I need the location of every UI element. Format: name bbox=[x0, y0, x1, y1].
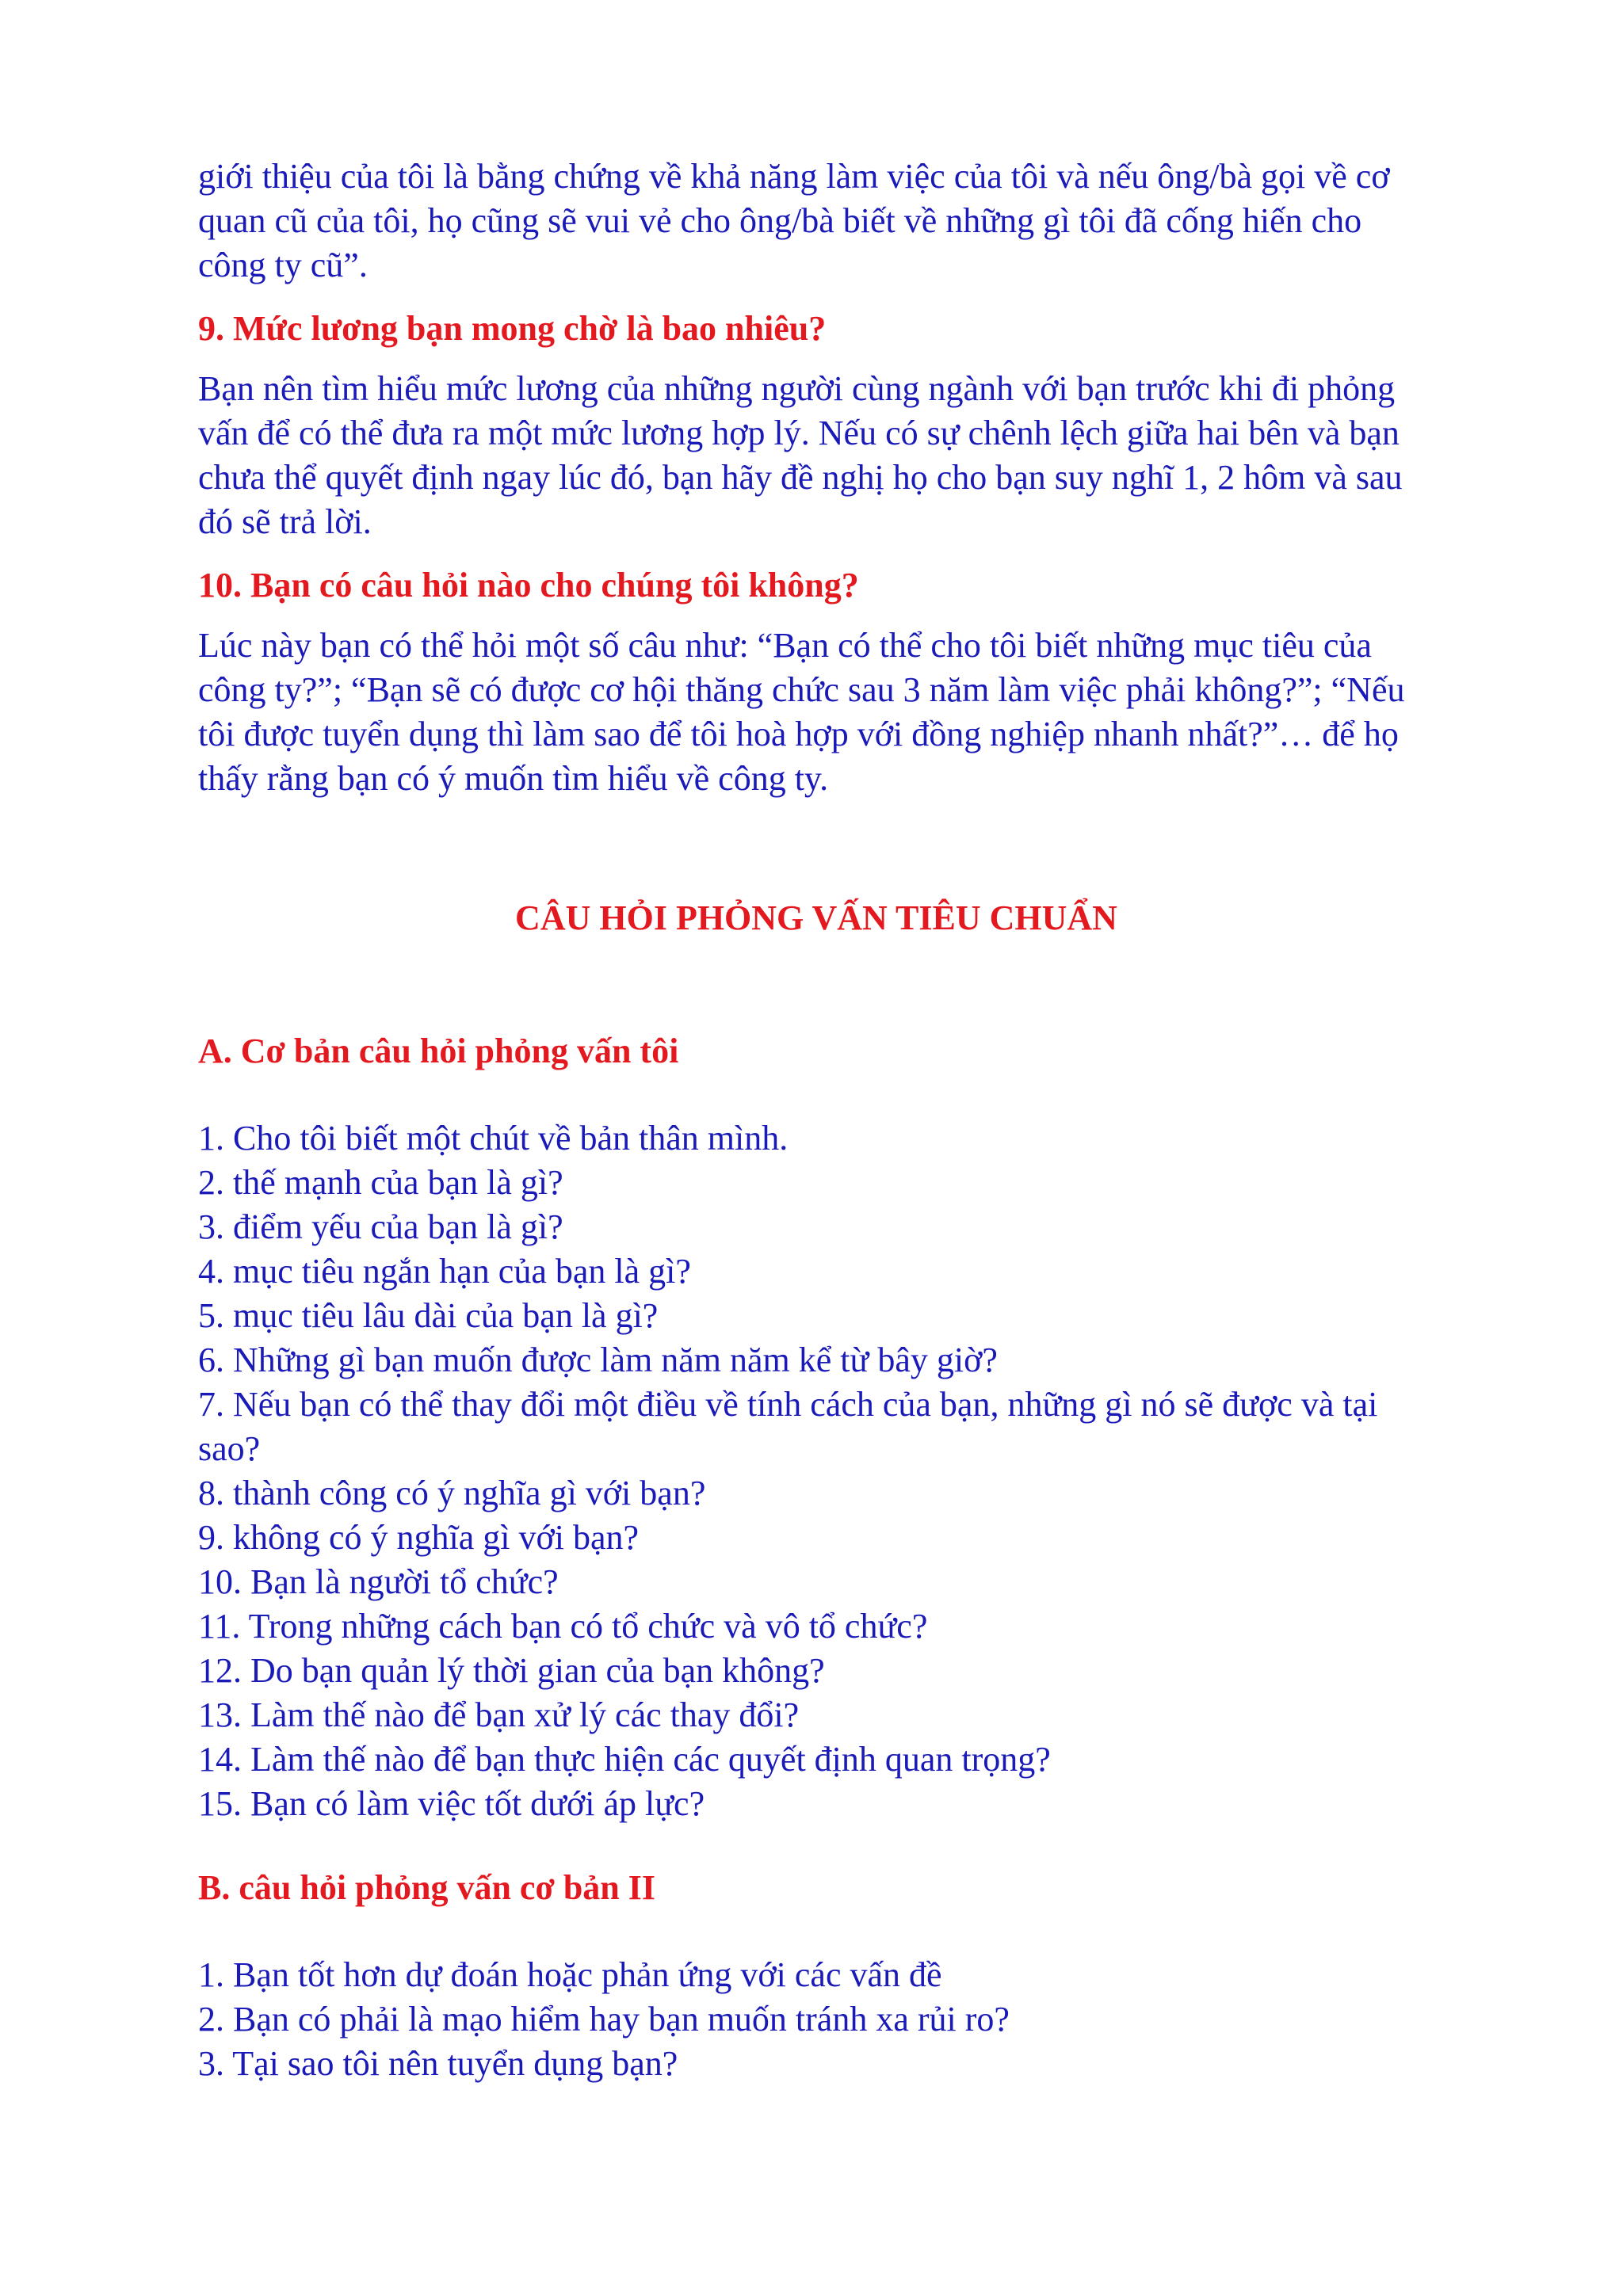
document-page bbox=[198, 154, 1434, 2086]
question-9-heading: 9. Mức lương bạn mong chờ là bao nhiêu? bbox=[198, 309, 827, 348]
list-item: 1. Bạn tốt hơn dự đoán hoặc phản ứng với các vấn đề bbox=[198, 1955, 942, 1994]
list-item: 10. Bạn là người tổ chức? bbox=[198, 1562, 559, 1601]
part-a-heading: A. Cơ bản câu hỏi phỏng vấn tôi bbox=[198, 1032, 679, 1070]
list-item: 14. Làm thế nào để bạn thực hiện các quyết định quan trọng? bbox=[198, 1740, 1051, 1779]
question-10-answer: Lúc này bạn có thể hỏi một số câu như: “Bạn có thể cho tôi biết những mục tiêu của công ty?”; “Bạn sẽ có được cơ hội thăng chức sau 3 năm làm việc phải không?”; “Nếu tôi được tuyển dụng thì làm sao để tôi hoà hợp với đồng nghiệp nhanh nhất?”… để họ thấy rằng bạn có ý muốn tìm hiểu về công ty. bbox=[198, 626, 1405, 798]
list-item: 4. mục tiêu ngắn hạn của bạn là gì? bbox=[198, 1252, 691, 1291]
list-item: 3. Tại sao tôi nên tuyển dụng bạn? bbox=[198, 2044, 678, 2083]
question-9-answer: Bạn nên tìm hiểu mức lương của những người cùng ngành với bạn trước khi đi phỏng vấn để có thể đưa ra một mức lương hợp lý. Nếu có sự chênh lệch giữa hai bên và bạn chưa thể quyết định ngay lúc đó, bạn hãy đề nghị họ cho bạn suy nghĩ 1, 2 hôm và sau đó sẽ trả lời. bbox=[198, 369, 1403, 541]
question-10-heading: 10. Bạn có câu hỏi nào cho chúng tôi không? bbox=[198, 566, 859, 605]
list-item: 2. Bạn có phải là mạo hiểm hay bạn muốn tránh xa rủi ro? bbox=[198, 2000, 1010, 2039]
list-item: 7. Nếu bạn có thể thay đổi một điều về tính cách của bạn, những gì nó sẽ được và tại sao? bbox=[198, 1385, 1378, 1468]
list-item: 3. điểm yếu của bạn là gì? bbox=[198, 1207, 563, 1246]
list-item: 6. Những gì bạn muốn được làm năm năm kể từ bây giờ? bbox=[198, 1341, 998, 1379]
list-item: 12. Do bạn quản lý thời gian của bạn không? bbox=[198, 1651, 825, 1690]
list-item: 13. Làm thế nào để bạn xử lý các thay đổi? bbox=[198, 1695, 800, 1734]
part-b-heading: B. câu hỏi phỏng vấn cơ bản II bbox=[198, 1868, 656, 1907]
list-item: 15. Bạn có làm việc tốt dưới áp lực? bbox=[198, 1784, 705, 1823]
section-title: CÂU HỎI PHỎNG VẤN TIÊU CHUẨN bbox=[515, 898, 1117, 937]
list-item: 9. không có ý nghĩa gì với bạn? bbox=[198, 1518, 640, 1557]
list-item: 2. thế mạnh của bạn là gì? bbox=[198, 1163, 563, 1202]
list-item: 1. Cho tôi biết một chút về bản thân mình. bbox=[198, 1119, 789, 1158]
list-item: 5. mục tiêu lâu dài của bạn là gì? bbox=[198, 1296, 659, 1335]
list-item: 8. thành công có ý nghĩa gì với bạn? bbox=[198, 1474, 706, 1512]
part-a-list bbox=[198, 1116, 1434, 1826]
part-b-list bbox=[198, 1953, 1434, 2086]
intro-paragraph: giới thiệu của tôi là bằng chứng về khả năng làm việc của tôi và nếu ông/bà gọi về cơ quan cũ của tôi, họ cũng sẽ vui vẻ cho ông/bà biết về những gì tôi đã cống hiến cho công ty cũ”. bbox=[198, 157, 1390, 284]
list-item: 11. Trong những cách bạn có tổ chức và vô tổ chức? bbox=[198, 1607, 928, 1646]
